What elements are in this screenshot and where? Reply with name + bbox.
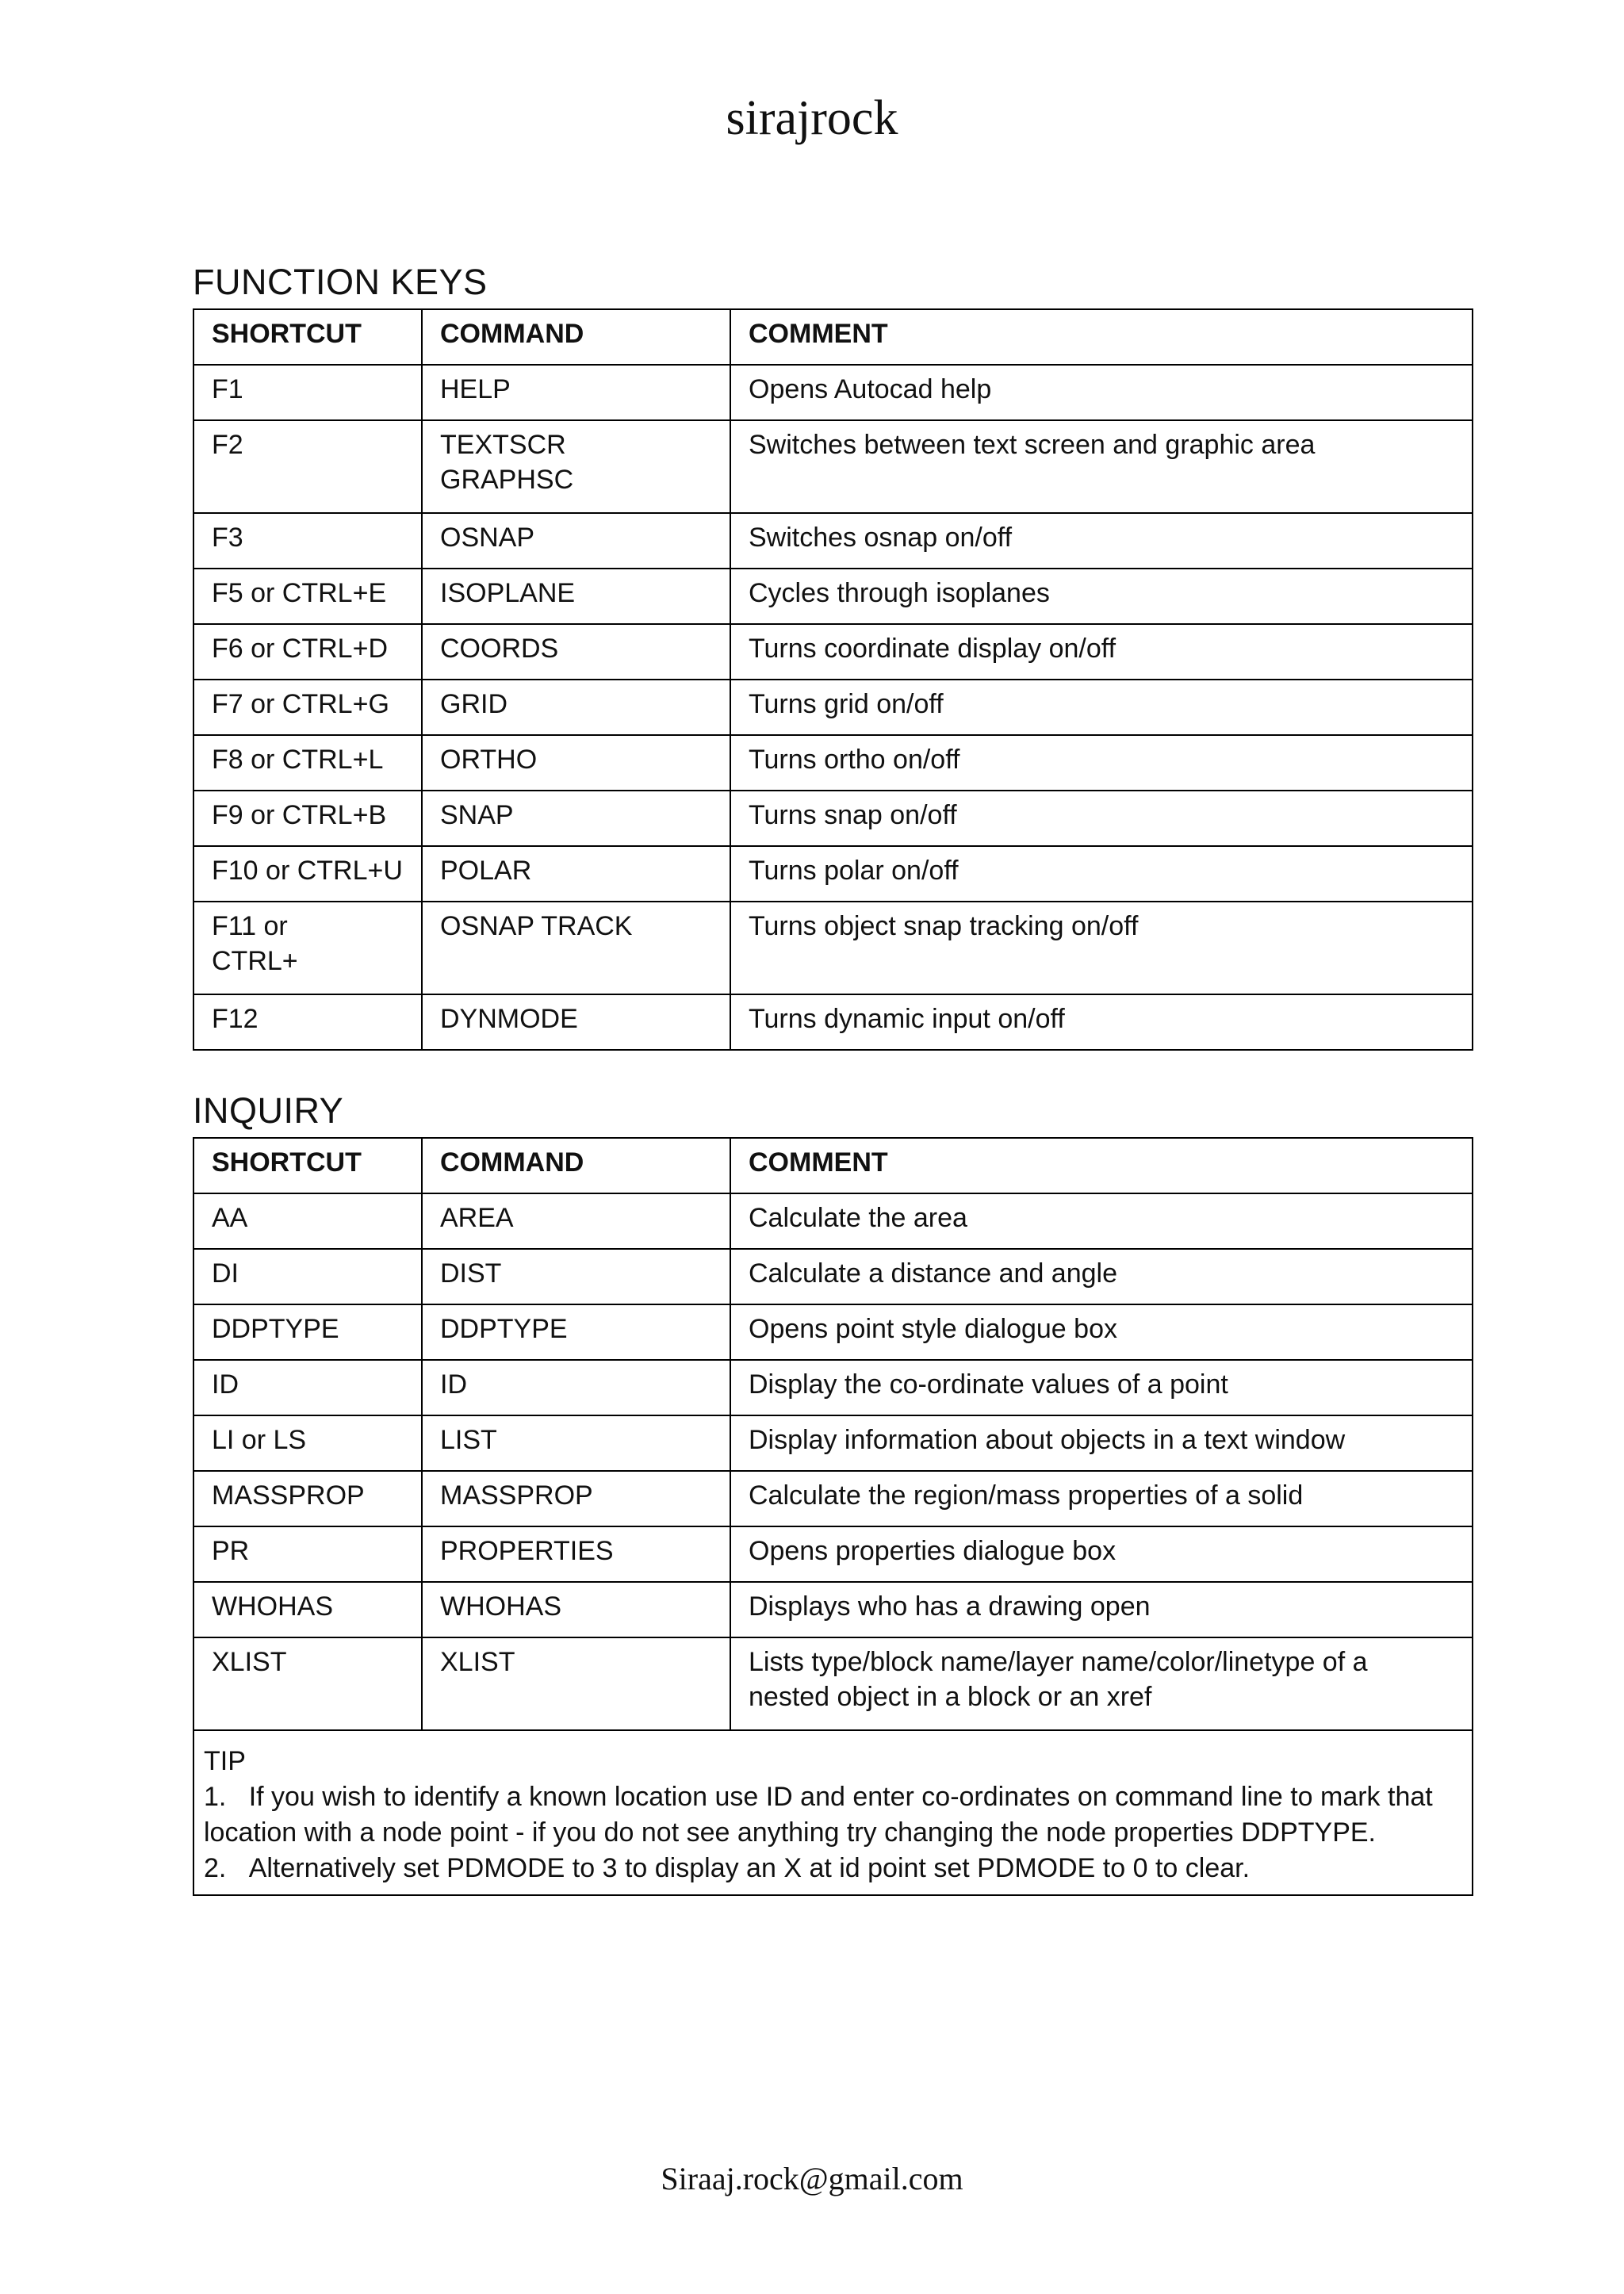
cell-shortcut: F10 or CTRL+U bbox=[193, 846, 422, 902]
cell-command: AREA bbox=[422, 1193, 730, 1249]
cell-command: SNAP bbox=[422, 791, 730, 846]
footer-email: Siraaj.rock@gmail.com bbox=[661, 2161, 963, 2196]
table-row bbox=[193, 420, 1473, 513]
cell-command: HELP bbox=[422, 365, 730, 420]
inquiry-table-body bbox=[193, 1193, 1473, 1730]
table-row bbox=[193, 513, 1473, 569]
page-title: sirajrock bbox=[726, 91, 898, 145]
cell-comment: Turns polar on/off bbox=[730, 846, 1473, 902]
cell-comment: Turns object snap tracking on/off bbox=[730, 902, 1473, 994]
cell-comment: Displays who has a drawing open bbox=[730, 1582, 1473, 1637]
column-header-comment: COMMENT bbox=[730, 309, 1473, 365]
column-header-command: COMMAND bbox=[422, 1138, 730, 1193]
cell-comment: Opens properties dialogue box bbox=[730, 1526, 1473, 1582]
cell-command: ID bbox=[422, 1360, 730, 1415]
cell-comment: Lists type/block name/layer name/color/linetype of a nested object in a block or an xref bbox=[730, 1637, 1473, 1730]
function-keys-table-body bbox=[193, 365, 1473, 1050]
column-header-comment: COMMENT bbox=[730, 1138, 1473, 1193]
table-row bbox=[193, 1360, 1473, 1415]
cell-command: COORDS bbox=[422, 624, 730, 680]
cell-shortcut: F1 bbox=[193, 365, 422, 420]
cell-comment: Switches between text screen and graphic area bbox=[730, 420, 1473, 513]
cell-comment: Calculate a distance and angle bbox=[730, 1249, 1473, 1304]
cell-shortcut: PR bbox=[193, 1526, 422, 1582]
cell-command: WHOHAS bbox=[422, 1582, 730, 1637]
cell-command: TEXTSCR GRAPHSC bbox=[422, 420, 730, 513]
section-heading-inquiry: INQUIRY bbox=[193, 1090, 344, 1131]
table-header-row bbox=[193, 309, 1473, 365]
table-row bbox=[193, 365, 1473, 420]
column-header-shortcut: SHORTCUT bbox=[193, 1138, 422, 1193]
table-row bbox=[193, 1415, 1473, 1471]
cell-comment: Calculate the region/mass properties of a solid bbox=[730, 1471, 1473, 1526]
cell-shortcut: F11 or CTRL+ bbox=[193, 902, 422, 994]
cell-command: DYNMODE bbox=[422, 994, 730, 1050]
cell-command: POLAR bbox=[422, 846, 730, 902]
cell-command: XLIST bbox=[422, 1637, 730, 1730]
cell-shortcut: F2 bbox=[193, 420, 422, 513]
cell-shortcut: F9 or CTRL+B bbox=[193, 791, 422, 846]
cell-comment: Turns coordinate display on/off bbox=[730, 624, 1473, 680]
cell-command: PROPERTIES bbox=[422, 1526, 730, 1582]
cell-shortcut: F5 or CTRL+E bbox=[193, 569, 422, 624]
table-row bbox=[193, 569, 1473, 624]
cell-shortcut: ID bbox=[193, 1360, 422, 1415]
cell-shortcut: DI bbox=[193, 1249, 422, 1304]
table-row bbox=[193, 1249, 1473, 1304]
table-row bbox=[193, 735, 1473, 791]
table-row bbox=[193, 624, 1473, 680]
tip-box bbox=[193, 1730, 1473, 1895]
cell-shortcut: WHOHAS bbox=[193, 1582, 422, 1637]
tip-item-1: 1. If you wish to identify a known location use ID and enter co-ordinates on command line to mark that location with a node point - if you do not see anything try changing the node properties DDPTYPE. bbox=[204, 1782, 1433, 1848]
cell-comment: Display information about objects in a text window bbox=[730, 1415, 1473, 1471]
cell-command: ORTHO bbox=[422, 735, 730, 791]
section-heading-function-keys: FUNCTION KEYS bbox=[193, 262, 488, 302]
cell-command: MASSPROP bbox=[422, 1471, 730, 1526]
cell-comment: Display the co-ordinate values of a point bbox=[730, 1360, 1473, 1415]
cell-shortcut: F7 or CTRL+G bbox=[193, 680, 422, 735]
table-row bbox=[193, 902, 1473, 994]
cell-comment: Opens Autocad help bbox=[730, 365, 1473, 420]
column-header-command: COMMAND bbox=[422, 309, 730, 365]
cell-shortcut: F3 bbox=[193, 513, 422, 569]
cell-shortcut: XLIST bbox=[193, 1637, 422, 1730]
table-row bbox=[193, 1526, 1473, 1582]
cell-shortcut: F6 or CTRL+D bbox=[193, 624, 422, 680]
cell-comment: Opens point style dialogue box bbox=[730, 1304, 1473, 1360]
table-header-row bbox=[193, 1138, 1473, 1193]
function-keys-table bbox=[193, 308, 1473, 1051]
table-row bbox=[193, 680, 1473, 735]
table-row bbox=[193, 791, 1473, 846]
cell-shortcut: DDPTYPE bbox=[193, 1304, 422, 1360]
table-row bbox=[193, 1582, 1473, 1637]
table-row bbox=[193, 1304, 1473, 1360]
cell-command: OSNAP bbox=[422, 513, 730, 569]
tip-row bbox=[193, 1730, 1473, 1895]
tip-title: TIP bbox=[204, 1746, 246, 1776]
table-row bbox=[193, 1193, 1473, 1249]
cell-comment: Cycles through isoplanes bbox=[730, 569, 1473, 624]
cell-command: DIST bbox=[422, 1249, 730, 1304]
cell-comment: Turns grid on/off bbox=[730, 680, 1473, 735]
cell-comment: Calculate the area bbox=[730, 1193, 1473, 1249]
cell-command: OSNAP TRACK bbox=[422, 902, 730, 994]
cell-command: LIST bbox=[422, 1415, 730, 1471]
inquiry-table bbox=[193, 1137, 1473, 1896]
table-row bbox=[193, 1471, 1473, 1526]
table-row bbox=[193, 1637, 1473, 1730]
table-row bbox=[193, 994, 1473, 1050]
cell-comment: Turns ortho on/off bbox=[730, 735, 1473, 791]
cell-shortcut: F12 bbox=[193, 994, 422, 1050]
cell-shortcut: MASSPROP bbox=[193, 1471, 422, 1526]
cell-shortcut: F8 or CTRL+L bbox=[193, 735, 422, 791]
cell-comment: Turns dynamic input on/off bbox=[730, 994, 1473, 1050]
cell-shortcut: LI or LS bbox=[193, 1415, 422, 1471]
cell-command: DDPTYPE bbox=[422, 1304, 730, 1360]
cell-comment: Switches osnap on/off bbox=[730, 513, 1473, 569]
tip-item-2: 2. Alternatively set PDMODE to 3 to display an X at id point set PDMODE to 0 to clear. bbox=[204, 1853, 1251, 1883]
cell-command: ISOPLANE bbox=[422, 569, 730, 624]
cell-comment: Turns snap on/off bbox=[730, 791, 1473, 846]
cell-command: GRID bbox=[422, 680, 730, 735]
column-header-shortcut: SHORTCUT bbox=[193, 309, 422, 365]
table-row bbox=[193, 846, 1473, 902]
cell-shortcut: AA bbox=[193, 1193, 422, 1249]
